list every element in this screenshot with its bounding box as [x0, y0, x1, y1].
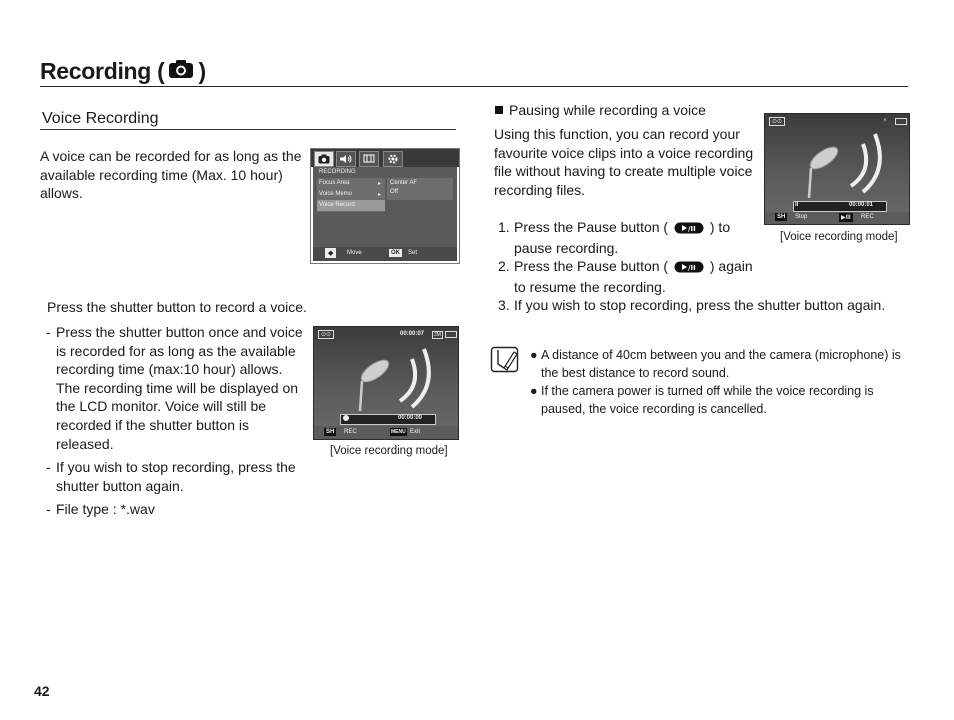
list-item: 3. If you wish to stop recording, press the shutter button again. — [498, 297, 886, 314]
size-indicator-icon: 3M — [434, 332, 441, 338]
left-bullet-list — [46, 323, 308, 524]
flash-off-icon: ⚡ — [883, 118, 888, 124]
title-divider — [40, 86, 908, 87]
menu-item-voice-memo: Voice Memo — [319, 191, 353, 197]
svg-text:/II: /II — [687, 225, 696, 233]
page-number: 42 — [34, 683, 50, 699]
submenu-item-center-af: Center AF — [390, 180, 418, 186]
menu-key-icon: MENU — [391, 429, 406, 435]
pause-heading: Pausing while recording a voice — [495, 101, 706, 120]
voice-mode-icon: ⊙⊙ — [769, 117, 785, 126]
record-time: 00:00:07 — [400, 331, 425, 337]
square-bullet-icon — [495, 106, 503, 114]
sh-key-icon: SH — [777, 214, 786, 220]
voice-recording-screen — [313, 326, 459, 440]
list-item: - Press the shutter button once and voice is recorded for as long as the available recording time (max:10 hour) allows. The recording time will be displayed on the LCD monitor. Voice will still be recorded if the shutter button is released. — [46, 324, 303, 452]
play-pause-button-icon — [674, 220, 704, 239]
progress-time: 00:00:01 — [849, 202, 874, 208]
menu-item-voice-record: Voice Record — [319, 202, 355, 208]
set-label: Set — [408, 250, 418, 256]
move-label: Move — [347, 250, 362, 256]
intro-text: A voice can be recorded for as long as the available recording time (Max. 10 hour) allows. — [40, 148, 302, 202]
list-item: 1. Press the Pause button ( /II ) to pause recording. — [498, 219, 731, 256]
list-item: - If you wish to stop recording, press the shutter button again. — [46, 459, 296, 494]
microphone-icon — [789, 126, 901, 202]
list-item: ● A distance of 40cm between you and the camera (microphone) is the best distance to record sound. — [530, 348, 901, 380]
press-shutter-text: Press the shutter button to record a voice. — [47, 299, 307, 315]
stop-label: Stop — [795, 214, 808, 220]
notes-list — [530, 346, 910, 418]
page-title: Recording ( ) — [40, 58, 206, 84]
battery-icon — [445, 331, 457, 338]
ok-key-icon: OK — [391, 250, 400, 256]
play-pause-key-icon: ▶/II — [841, 215, 851, 221]
play-pause-button-icon — [674, 259, 704, 278]
sh-key-icon: SH — [326, 429, 335, 435]
list-item: ● If the camera power is turned off while the voice recording is paused, the voice recording is cancelled. — [530, 384, 874, 416]
pause-indicator-icon: II — [795, 202, 799, 208]
speaker-icon — [336, 151, 356, 167]
voice-mode-icon: ⊙⊙ — [318, 330, 334, 339]
exit-label: Exit — [410, 429, 421, 435]
caption-right: [Voice recording mode] — [780, 231, 898, 243]
bullet-dot-icon: ● — [530, 348, 538, 362]
rec-label: REC — [344, 429, 357, 435]
chevron-right-icon: ▸ — [378, 181, 382, 187]
list-item: - File type : *.wav — [46, 501, 155, 518]
bullet-dot-icon: ● — [530, 384, 538, 398]
menu-section-label: RECORDING — [319, 169, 356, 175]
rec-label: REC — [861, 214, 874, 220]
move-key-icon: ◆ — [325, 248, 336, 258]
submenu-item-off: Off — [390, 189, 398, 195]
camera-icon — [168, 58, 194, 85]
menu-item-focus-area: Focus Area — [319, 180, 350, 186]
camera-icon — [314, 151, 334, 167]
menu-tab-bar — [311, 149, 459, 167]
progress-time: 00:00:00 — [398, 415, 423, 421]
menu-screen-image — [310, 148, 460, 264]
pause-description: Using this function, you can record your favourite voice clips into a voice recording file without having to create multiple voice recording files. — [494, 126, 754, 198]
chevron-right-icon: ▸ — [378, 192, 382, 198]
battery-icon — [895, 118, 907, 125]
voice-recording-paused-screen — [764, 113, 910, 225]
note-pencil-icon — [490, 346, 520, 379]
section-divider — [40, 129, 456, 130]
microphone-icon — [340, 341, 450, 415]
section-title: Voice Recording — [42, 110, 159, 127]
caption-left: [Voice recording mode] — [330, 445, 448, 457]
display-icon — [359, 151, 379, 167]
menu-footer — [313, 247, 457, 261]
list-item: 2. Press the Pause button ( /II ) again to resume the recording. — [498, 258, 753, 295]
menu-body — [313, 167, 457, 247]
gear-icon — [383, 151, 403, 167]
record-dot-icon — [343, 415, 349, 421]
svg-text:/II: /II — [687, 264, 696, 273]
